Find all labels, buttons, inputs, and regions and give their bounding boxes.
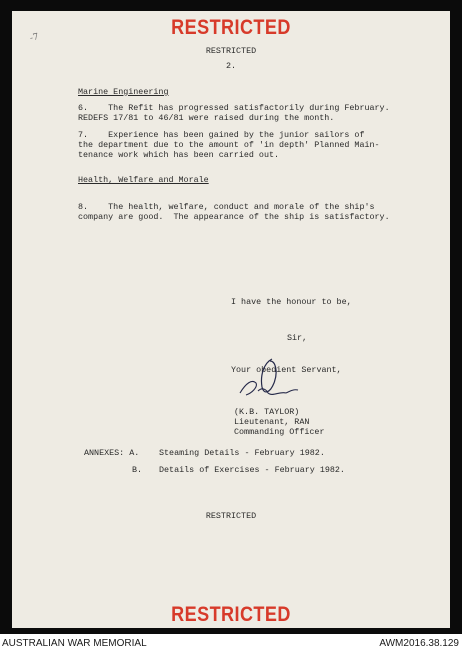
accession-number: AWM2016.38.129 (379, 638, 459, 649)
para-6-line-1: 6. The Refit has progressed satisfactorily during February. (78, 103, 390, 113)
signatory-rank: Lieutenant, RAN (234, 417, 310, 427)
classification-footer: RESTRICTED (205, 511, 257, 521)
signatory-name: (K.B. TAYLOR) (234, 407, 300, 417)
annex-b-letter: B. (132, 465, 143, 475)
restricted-stamp-bottom: RESTRICTED (171, 603, 291, 626)
heading-health-welfare-morale: Health, Welfare and Morale (78, 175, 209, 185)
annex-a: Steaming Details - February 1982. (159, 448, 325, 458)
document-page (12, 11, 450, 628)
archive-credit: AUSTRALIAN WAR MEMORIAL (2, 638, 147, 649)
para-8-line-2: company are good. The appearance of the ship is satisfactory. (78, 212, 390, 222)
handwritten-signature (234, 353, 304, 403)
closing-sir: Sir, (287, 333, 308, 343)
closing-servant: Your obedient Servant, (231, 365, 342, 375)
page-number: 2. (225, 61, 237, 71)
para-6-line-2: REDEFS 17/81 to 46/81 were raised during the month. (78, 113, 335, 123)
annexes-label: ANNEXES: A. (84, 448, 140, 458)
heading-marine-engineering: Marine Engineering (78, 87, 169, 97)
para-7-line-2: the department due to the amount of 'in depth' Planned Main- (78, 140, 380, 150)
classification-header: RESTRICTED (205, 46, 257, 56)
closing-honour: I have the honour to be, (231, 297, 352, 307)
restricted-stamp-top: RESTRICTED (171, 16, 291, 39)
annex-b: Details of Exercises - February 1982. (159, 465, 345, 475)
signatory-role: Commanding Officer (234, 427, 325, 437)
para-8-line-1: 8. The health, welfare, conduct and morale of the ship's (78, 202, 375, 212)
para-7-line-1: 7. Experience has been gained by the junior sailors of (78, 130, 365, 140)
pencil-annotation: -7 (29, 32, 40, 44)
para-7-line-3: tenance work which has been carried out. (78, 150, 280, 160)
